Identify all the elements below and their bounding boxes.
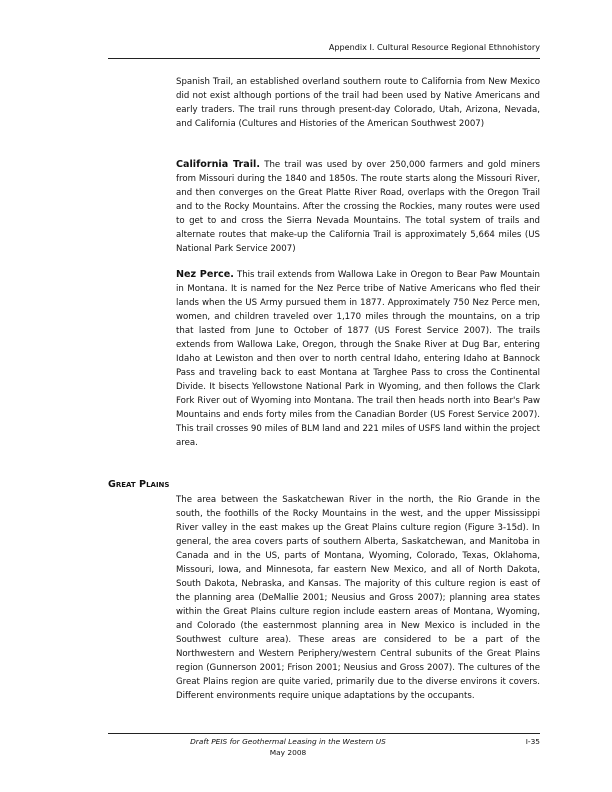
paragraph-text: Spanish Trail, an established overland southern route to California from New Mexico did not exist although portions of the trail had been used by Native Americans and early traders. The trail runs through present-day Colorado, Utah, Arizona, Nevada, and California (Cultures and Histories of the American Southwest 2007) bbox=[176, 77, 540, 129]
footer-document-title: Draft PEIS for Geothermal Leasing in the Western US bbox=[190, 737, 386, 746]
california-trail-text: The trail was used by over 250,000 farmers and gold miners from Missouri during the 1840 and 1850s. The route starts along the Missouri River, and then converges on the Great Platte River Road, overlaps with the Oregon Trail and to the Rocky Mountains. After the crossing the Rockies, many routes were used to get to and cross the Sierra Nevada Mountains. The total system of trails and alternate routes that make-up the California Trail is approximately 5,664 miles (US National Park Service 2007) bbox=[176, 160, 540, 254]
nez-perce-text: This trail extends from Wallowa Lake in Oregon to Bear Paw Mountain in Montana. It is named for the Nez Perce tribe of Native Americans who fled their lands when the US Army pursued them in 1877. Approximately 750 Nez Perce men, women, and children traveled over 1,170 miles through the mountains, on a trip that lasted from June to October of 1877 (US Forest Service 2007). The trails extends from Wallowa Lake, Oregon, through the Snake River at Dug Bar, entering Idaho at Lewiston and then over to north central Idaho, entering Idaho at Bannock Pass and traveling back to east Montana at Targhee Pass to cross the Continental Divide. It bisects Yellowstone National Park in Wyoming, and then follows the Clark Fork River out of Wyoming into Montana. The trail then heads north into Bear's Paw Mountains and ends forty miles from the Canadian Border (US Forest Service 2007). This trail crosses 90 miles of BLM land and 221 miles of USFS land within the project area. bbox=[176, 270, 540, 448]
section-heading-great-plains bbox=[108, 479, 169, 490]
footer-date: May 2008 bbox=[269, 748, 307, 757]
california-trail-lead: California Trail. bbox=[176, 159, 260, 170]
great-plains-paragraph bbox=[176, 493, 540, 703]
spanish-trail-paragraph bbox=[176, 75, 540, 131]
section-heading-text: Great Plains bbox=[108, 479, 170, 490]
nez-perce-paragraph bbox=[176, 268, 540, 450]
paragraph-text: The area between the Saskatchewan River in the north, the Rio Grande in the south, the foothills of the Rocky Mountains in the west, and the upper Mississippi River valley in the east makes up the Great Plains culture region (Figure 3-15d). In general, the area covers parts of southern Alberta, Saskatchewan, and Manitoba in Canada and in the US, parts of Montana, Wyoming, Colorado, Texas, Oklahoma, Missouri, Iowa, and Minnesota, far eastern New Mexico, and all of North Dakota, South Dakota, Nebraska, and Kansas. The majority of this culture region is east of the planning area (DeMallie 2001; Neusius and Gross 2007); planning area states within the Great Plains culture region include eastern areas of Montana, Wyoming, and Colorado (the easternmost planning area in New Mexico is included in the Southwest culture area). These areas are considered to be a part of the Northwestern and Western Periphery/western Central subunits of the Great Plains region (Gunnerson 2001; Frison 2001; Neusius and Gross 2007). The cultures of the Great Plains region are quite varied, primarily due to the diverse environs it covers. Different environments require unique adaptations by the occupants. bbox=[176, 495, 540, 701]
running-header: Appendix I. Cultural Resource Regional Ethnohistory bbox=[328, 42, 540, 52]
header-rule bbox=[108, 58, 540, 59]
nez-perce-lead: Nez Perce. bbox=[176, 269, 234, 280]
footer-rule bbox=[108, 733, 540, 734]
page-number: I-35 bbox=[525, 737, 540, 746]
california-trail-paragraph bbox=[176, 158, 540, 256]
